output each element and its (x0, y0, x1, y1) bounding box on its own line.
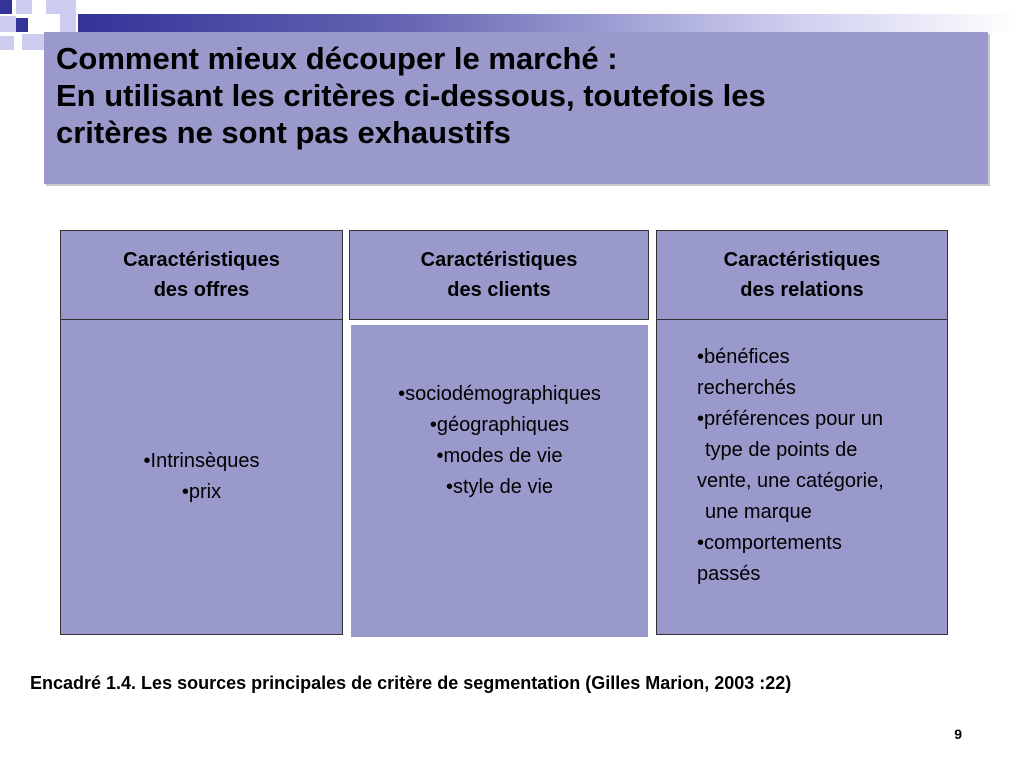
list-item: vente, une catégorie, (697, 470, 884, 492)
column-header-clients (349, 230, 649, 320)
list-item: recherchés (697, 377, 796, 399)
decor-square (16, 18, 28, 32)
decor-square (22, 34, 44, 50)
slide-title (56, 40, 766, 151)
header-line: des relations (740, 279, 864, 301)
list-item: passés (697, 563, 761, 585)
list-item: •géographiques (429, 414, 570, 436)
header-line: Caractéristiques (420, 249, 578, 271)
title-line: En utilisant les critères ci-dessous, toutefois les (56, 78, 766, 113)
decor-square (0, 36, 14, 50)
title-box (44, 32, 988, 184)
list-item: type de points de (705, 439, 858, 461)
list-item: •comportements (697, 532, 842, 554)
title-line: Comment mieux découper le marché : (56, 41, 618, 76)
header-line: des offres (153, 279, 250, 301)
list-item: •Intrinsèques (143, 450, 260, 472)
list-item: •modes de vie (436, 445, 563, 467)
header-line: des clients (447, 279, 551, 301)
page-number: 9 (954, 726, 962, 742)
list-item: •préférences pour un (697, 408, 884, 430)
column-body-offres (60, 319, 343, 635)
decor-square (60, 0, 76, 32)
list-item: une marque (705, 501, 812, 523)
list-item: •style de vie (445, 476, 554, 498)
list-item: •bénéfices (697, 346, 790, 368)
column-body-clients (349, 323, 650, 639)
column-header-relations (656, 230, 948, 320)
column-header-offres (60, 230, 343, 320)
top-gradient-bar (78, 14, 1018, 32)
decor-square (0, 16, 16, 32)
decor-square (16, 0, 32, 14)
figure-caption: Encadré 1.4. Les sources principales de critère de segmentation (Gilles Marion, 2003 :22) (30, 673, 792, 693)
column-body-relations (656, 319, 948, 635)
decor-square (46, 0, 60, 14)
header-line: Caractéristiques (123, 249, 280, 271)
header-line: Caractéristiques (723, 249, 881, 271)
list-item: •sociodémographiques (398, 383, 601, 405)
title-line: critères ne sont pas exhaustifs (56, 115, 511, 150)
decor-square (0, 0, 12, 14)
list-item: •prix (181, 481, 222, 503)
